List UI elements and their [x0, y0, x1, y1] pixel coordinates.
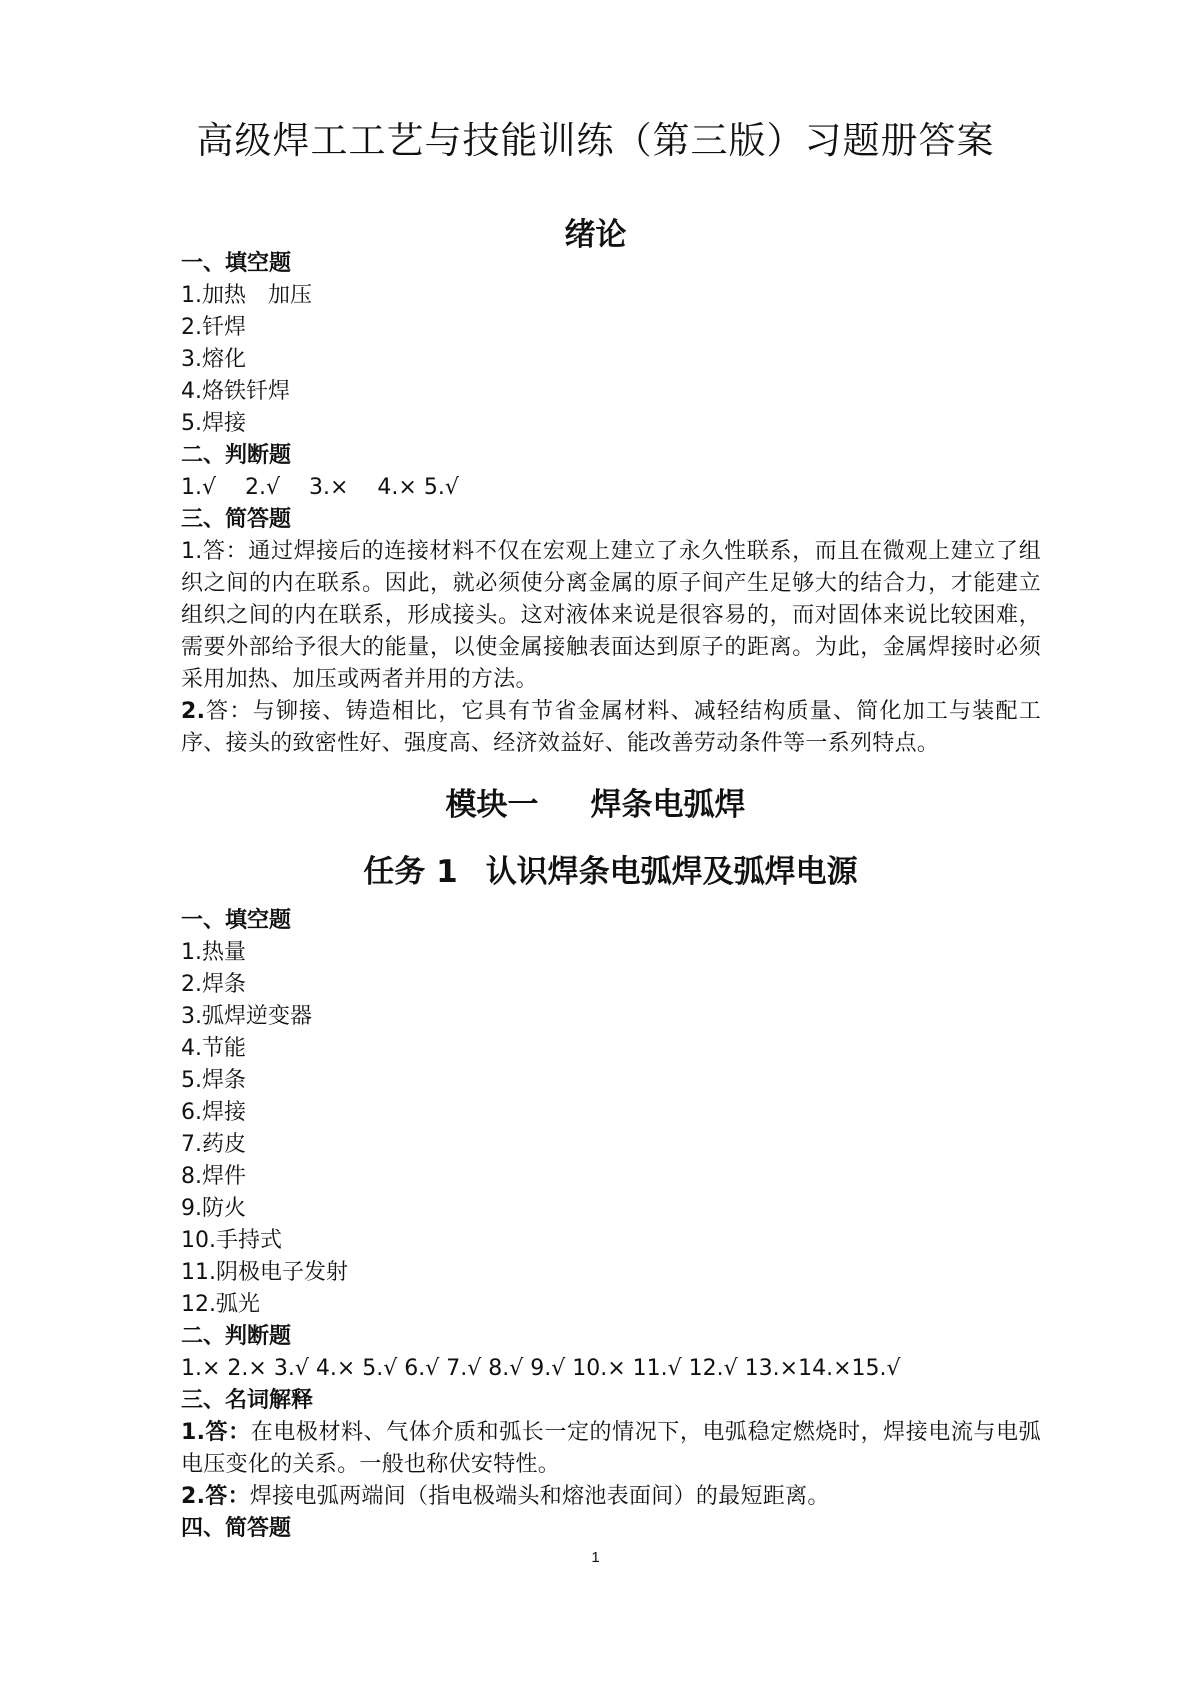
document-title: 高级焊工工艺与技能训练（第三版）习题册答案 — [196, 119, 995, 162]
intro-fill-heading: 一、填空题 — [181, 251, 292, 276]
answer-label: 2.答： — [181, 1484, 250, 1509]
task1-term-1 — [181, 1417, 1041, 1481]
page-number: 1 — [591, 1549, 600, 1566]
intro-fill-item: 5.焊接 — [181, 411, 246, 436]
answer-text: 答：与铆接、铸造相比，它具有节省金属材料、减轻结构质量、简化加工与装配工序、接头的致密性好、强度高、经济效益好、能改善劳动条件等一系列特点。 — [181, 699, 1041, 756]
task1-heading — [0, 850, 1191, 894]
task1-fill-item: 6.焊接 — [181, 1100, 246, 1125]
intro-heading: 绪论 — [564, 217, 627, 253]
task1-fill-item: 1.热量 — [181, 940, 246, 965]
intro-fill-item: 3.熔化 — [181, 347, 246, 372]
task1-heading-number: 任务 1 — [363, 854, 458, 890]
answer-label: 1.答： — [181, 1420, 251, 1445]
task1-section — [181, 905, 1041, 1545]
task1-judge-heading: 二、判断题 — [181, 1324, 292, 1349]
answer-text: 在电极材料、气体介质和弧长一定的情况下，电弧稳定燃烧时，焊接电流与电弧电压变化的关系。一般也称伏安特性。 — [181, 1420, 1041, 1477]
task1-fill-item: 5.焊条 — [181, 1068, 246, 1093]
answer-text: 焊接电弧两端间（指电极端头和熔池表面间）的最短距离。 — [249, 1484, 830, 1509]
task1-heading-title: 认识焊条电弧焊及弧焊电源 — [485, 854, 858, 890]
task1-judge-answers: 1.× 2.× 3.√ 4.× 5.√ 6.√ 7.√ 8.√ 9.√ 10.× 11.√ 12.√ 13.×14.×15.√ — [181, 1356, 901, 1381]
module1-heading-number: 模块一 — [445, 787, 539, 823]
intro-short-answer-2 — [181, 696, 1041, 760]
answer-label: 1.答： — [181, 539, 249, 564]
task1-fill-item: 3.弧焊逆变器 — [181, 1004, 312, 1029]
task1-terms-heading: 三、名词解释 — [181, 1388, 314, 1413]
intro-short-heading: 三、简答题 — [181, 507, 292, 532]
task1-fill-item: 10.手持式 — [181, 1228, 282, 1253]
task1-fill-item: 4.节能 — [181, 1036, 246, 1061]
intro-judge-answers: 1.√ 2.√ 3.× 4.× 5.√ — [181, 475, 459, 500]
module1-heading-title: 焊条电弧焊 — [590, 787, 746, 823]
intro-judge-heading: 二、判断题 — [181, 443, 292, 468]
intro-section — [181, 248, 1041, 760]
task1-term-2 — [181, 1481, 1041, 1513]
task1-fill-item: 12.弧光 — [181, 1292, 260, 1317]
intro-fill-item: 2.钎焊 — [181, 315, 246, 340]
intro-fill-item: 4.烙铁钎焊 — [181, 379, 290, 404]
task1-fill-item: 11.阴极电子发射 — [181, 1260, 348, 1285]
task1-fill-item: 8.焊件 — [181, 1164, 246, 1189]
intro-short-answer-1 — [181, 536, 1041, 696]
module1-heading — [0, 783, 1191, 827]
task1-fill-item: 9.防火 — [181, 1196, 246, 1221]
answer-text: 通过焊接后的连接材料不仅在宏观上建立了永久性联系，而且在微观上建立了组织之间的内在联系。因此，就必须使分离金属的原子间产生足够大的结合力，才能建立组织之间的内在联系，形成接头。这对液体来说是很容易的，而对固体来说比较困难，需要外部给予很大的能量，以使金属接触表面达到原子的距离。为此，金属焊接时必须采用加热、加压或两者并用的方法。 — [181, 539, 1041, 692]
task1-fill-item: 7.药皮 — [181, 1132, 246, 1157]
answer-label: 2. — [181, 699, 206, 724]
task1-fill-item: 2.焊条 — [181, 972, 246, 997]
task1-fill-heading: 一、填空题 — [181, 908, 292, 933]
task1-short-heading: 四、简答题 — [181, 1516, 292, 1541]
intro-fill-item: 1.加热 加压 — [181, 283, 312, 308]
